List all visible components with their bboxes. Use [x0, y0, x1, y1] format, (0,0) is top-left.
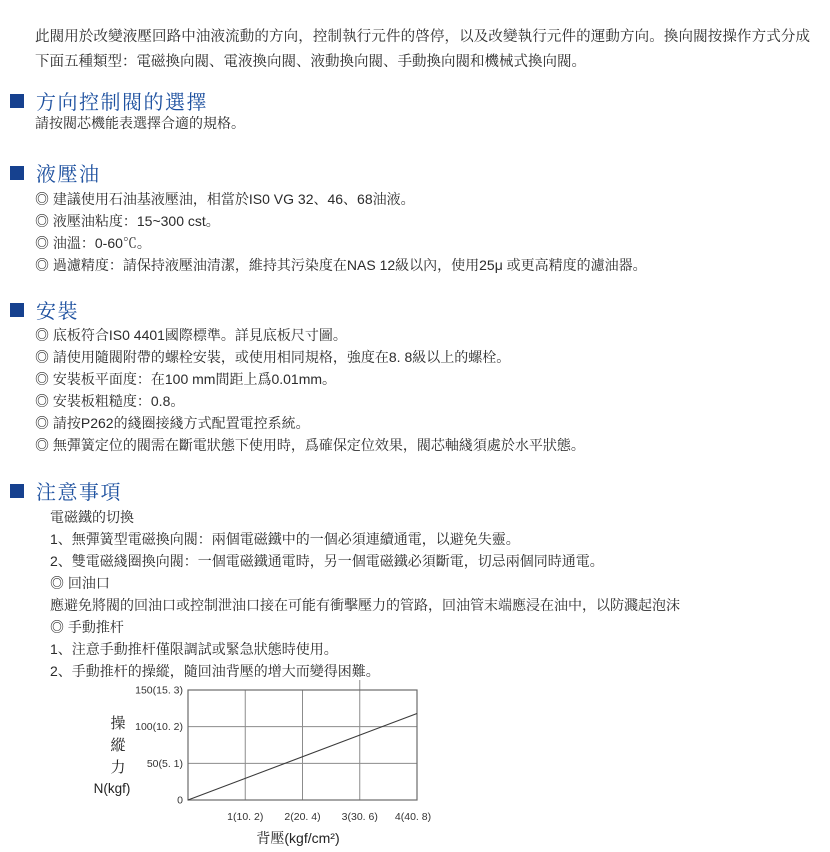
section-body-installation: [35, 324, 585, 456]
section-title: 安裝: [36, 301, 79, 323]
bullet-line: ◎ 請使用隨閥附帶的螺栓安裝，或使用相同規格，強度在8. 8級以上的螺栓。: [35, 349, 511, 365]
x-tick-label: 4(40. 8): [394, 811, 432, 823]
bullet-line: ◎ 安裝板粗糙度：0.8。: [35, 393, 185, 409]
bullet-line: ◎ 建議使用石油基液壓油，相當於IS0 VG 32、46、68油液。: [35, 191, 415, 207]
section-bullet-square-icon: [10, 166, 24, 180]
note-line: ◎ 手動推杆: [50, 619, 124, 635]
y-axis-title-char: 力: [110, 759, 126, 776]
section-bullet-square-icon: [10, 303, 24, 317]
note-line: 1、無彈簧型電磁換向閥：兩個電磁鐵中的一個必須連續通電，以避免失靈。: [50, 531, 520, 547]
note-line: 電磁鐵的切換: [50, 509, 134, 525]
note-line: 應避免將閥的回油口或控制泄油口接在可能有衝擊壓力的管路，回油管末端應浸在油中，以防濺起泡沫: [50, 597, 680, 613]
section-body-hydraulic-oil: [35, 188, 647, 276]
force-vs-backpressure-chart: [80, 680, 510, 852]
note-line: 1、注意手動推杆僅限調試或緊急狀態時使用。: [50, 641, 338, 657]
body-line: 請按閥芯機能表選擇合適的規格。: [35, 115, 245, 131]
x-tick-label: 1(10. 2): [227, 811, 264, 823]
note-line: 2、雙電磁綫圈換向閥：一個電磁鐵通電時，另一個電磁鐵必須斷電，切忌兩個同時通電。: [50, 553, 604, 569]
bullet-line: ◎ 底板符合IS0 4401國際標準。詳見底板尺寸圖。: [35, 327, 347, 343]
section-title: 方向控制閥的選擇: [36, 92, 208, 114]
section-bullet-square-icon: [10, 484, 24, 498]
section-title: 液壓油: [36, 164, 101, 186]
y-tick-label: 50(5. 1): [146, 757, 183, 770]
bullet-line: ◎ 安裝板平面度：在100 mm間距上爲0.01mm。: [35, 371, 337, 387]
section-bullet-square-icon: [10, 94, 24, 108]
y-tick-label: 150(15. 3): [135, 684, 183, 697]
section-body-precautions: [50, 506, 820, 682]
y-axis-title-char: 操: [110, 715, 126, 732]
section-heading-hydraulic-oil: [10, 158, 101, 187]
x-tick-label: 2(20. 4): [284, 811, 321, 823]
section-body-valve-selection: [35, 112, 245, 134]
bullet-line: ◎ 請按P262的綫圈接綫方式配置電控系統。: [35, 415, 310, 431]
x-axis-title: 背壓(kgf/cm²): [256, 830, 340, 846]
y-axis-title-char: 縱: [110, 737, 126, 754]
note-line: 2、手動推杆的操縱，隨回油背壓的增大而變得困難。: [50, 663, 380, 679]
section-heading-precautions: [10, 476, 122, 505]
force-chart-svg: [80, 680, 510, 852]
y-tick-label: 100(10. 2): [135, 721, 183, 734]
section-heading-installation: [10, 295, 79, 324]
bullet-line: ◎ 無彈簧定位的閥需在斷電狀態下使用時，爲確保定位效果，閥芯軸綫須處於水平狀態。: [35, 437, 585, 453]
note-line: ◎ 回油口: [50, 575, 110, 591]
bullet-line: ◎ 過濾精度：請保持液壓油清潔，維持其污染度在NAS 12級以內，使用25μ 或更高精度的濾油器。: [35, 257, 647, 273]
intro-paragraph: 此閥用於改變液壓回路中油液流動的方向，控制執行元件的啓停，以及改變執行元件的運動方向。換向閥按操作方式分成下面五種類型：電磁換向閥、電液換向閥、液動換向閥、手動換向閥和機械式換向閥。: [35, 28, 810, 70]
x-tick-label: 3(30. 6): [341, 811, 378, 823]
section-heading-valve-selection: [10, 86, 208, 115]
y-axis-unit-label: N(kgf): [93, 781, 131, 796]
bullet-line: ◎ 液壓油粘度：15~300 cst。: [35, 213, 220, 229]
y-tick-label: 0: [177, 794, 183, 807]
bullet-line: ◎ 油溫：0-60℃。: [35, 235, 151, 251]
section-title: 注意事項: [36, 482, 122, 504]
